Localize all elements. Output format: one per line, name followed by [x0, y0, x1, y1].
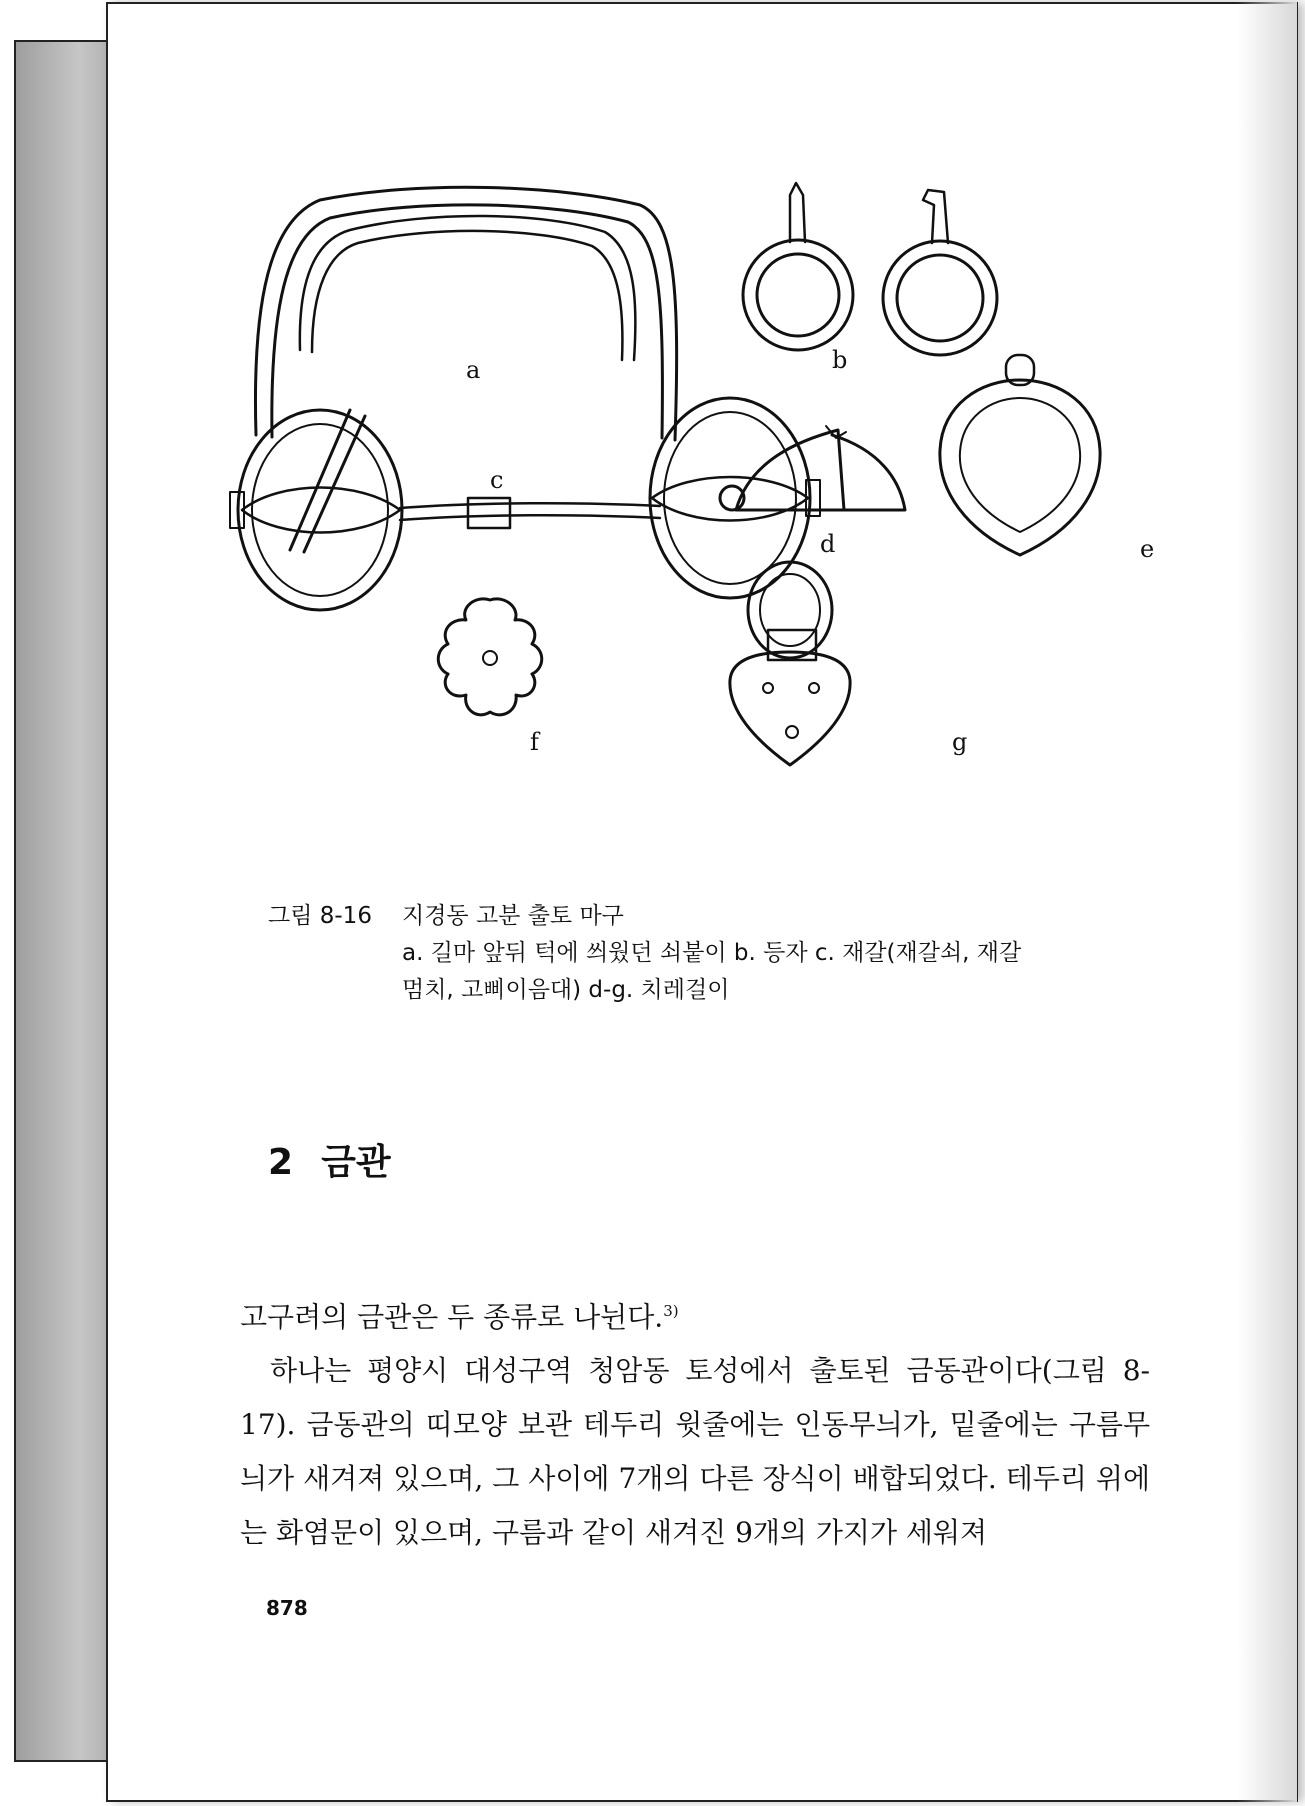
caption-title-line	[268, 898, 1168, 935]
figure-label-a: a	[466, 356, 481, 384]
paragraph-1	[240, 1284, 1150, 1344]
caption-label: 그림 8-16	[268, 903, 372, 929]
caption-line-1: a. 길마 앞뒤 턱에 씌웠던 쇠붙이 b. 등자 c. 재갈(재갈쇠, 재갈	[402, 940, 1022, 966]
ornament-e-drawing	[940, 355, 1100, 555]
figure-label-b: b	[832, 346, 848, 374]
body-text	[240, 1284, 1150, 1560]
page-edge-shadow	[1237, 2, 1297, 1802]
section-number: 2	[268, 1142, 294, 1183]
section-title: 금관	[321, 1142, 391, 1183]
figure-label-c: c	[490, 466, 504, 494]
horse-bit-drawing	[230, 398, 820, 610]
ornament-f-drawing	[438, 599, 542, 715]
paragraph-2: 하나는 평양시 대성구역 청암동 토성에서 출토된 금동관이다(그림 8-17). 금동관의 띠모양 보관 테두리 윗줄에는 인동무늬가, 밑줄에는 구름무늬가 새겨져 있으며, 그 사이에 7개의 다른 장식이 배합되었다. 테두리 위에는 화염문이 있으며, 구름과 같이 새겨진 9개의 가지가 세워져	[240, 1354, 1150, 1550]
caption-line-2: 멈치, 고삐이음대) d-g. 치레걸이	[402, 977, 730, 1003]
figure-label-f: f	[530, 728, 539, 756]
saddle-fitting-drawing	[255, 187, 676, 440]
stirrup-drawing	[743, 183, 997, 355]
ornament-g-drawing	[730, 562, 850, 765]
figure-label-d: d	[820, 530, 836, 558]
figure-illustration	[220, 180, 1180, 900]
figure-label-e: e	[1140, 535, 1155, 563]
page-number: 878	[266, 1596, 308, 1620]
figure-label-g: g	[952, 728, 968, 756]
figure-caption	[268, 898, 1168, 1009]
book-spine	[14, 40, 108, 1762]
section-heading	[268, 1134, 391, 1185]
paragraph-1-text: 고구려의 금관은 두 종류로 나뉜다.	[240, 1300, 664, 1334]
figure-8-16	[220, 180, 1180, 900]
footnote-ref: 3)	[663, 1302, 679, 1320]
caption-title: 지경동 고분 출토 마구	[402, 903, 624, 929]
